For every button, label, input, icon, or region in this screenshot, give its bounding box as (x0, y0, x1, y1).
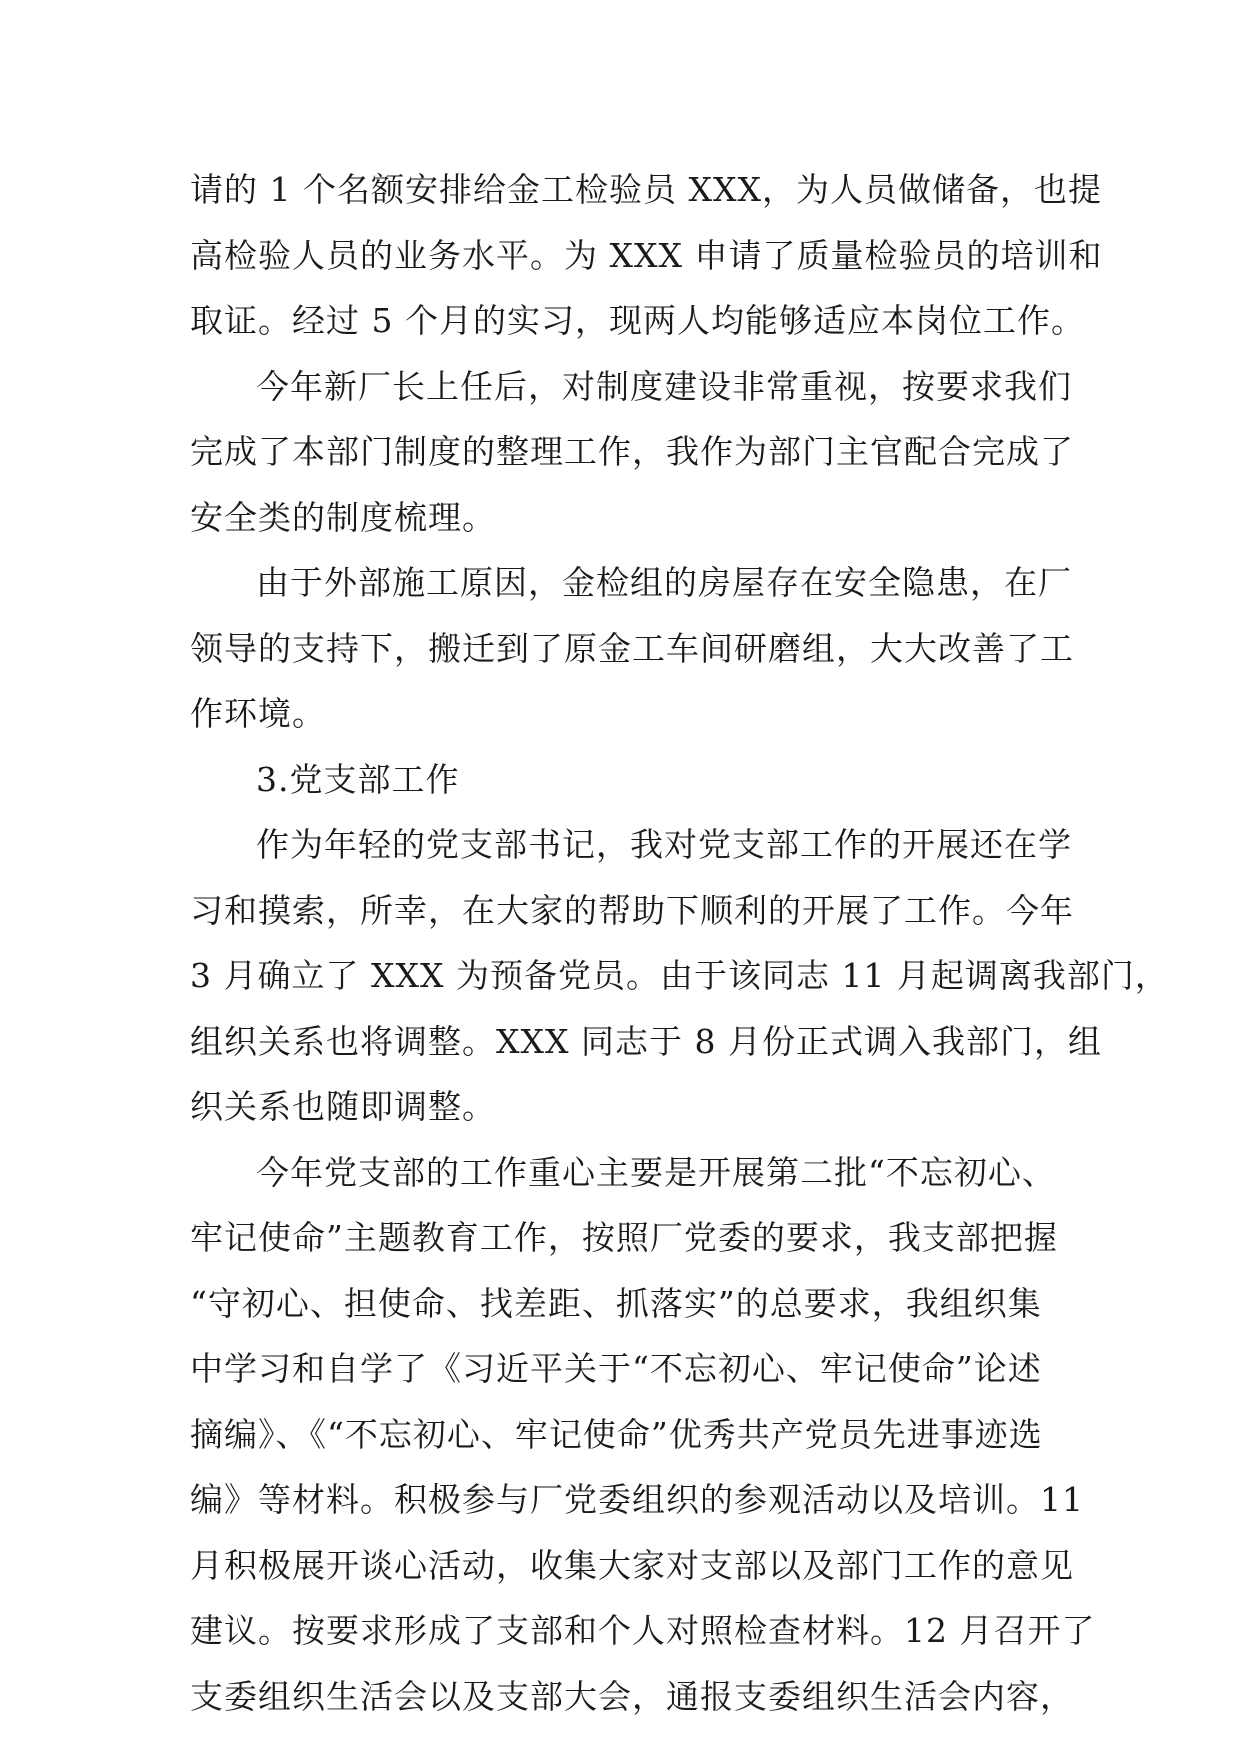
body-text (190, 157, 1169, 1729)
text-line: 月积极展开谈心活动，收集大家对支部以及部门工作的意见 (190, 1545, 1074, 1585)
text-line: 高检验人员的业务水平。为 XXX 申请了质量检验员的培训和 (190, 235, 1103, 275)
text-line: 请的 1 个名额安排给金工检验员 XXX，为人员做储备，也提 (190, 170, 1102, 209)
text-line: 牢记使命”主题教育工作，按照厂党委的要求，我支部把握 (190, 1218, 1058, 1257)
text-line: 领导的支持下，搬迁到了原金工车间研磨组，大大改善了工 (190, 628, 1074, 668)
text-line: 习和摸索，所幸，在大家的帮助下顺利的开展了工作。今年 (190, 890, 1074, 930)
text-line: 作环境。 (190, 694, 326, 733)
text-line: 取证。经过 5 个月的实习，现两人均能够适应本岗位工作。 (190, 301, 1085, 340)
text-line: 建议。按要求形成了支部和个人对照检查材料。12 月召开了 (190, 1611, 1096, 1650)
text-line: 支委组织生活会以及支部大会，通报支委组织生活会内容， (190, 1676, 1074, 1716)
text-line: 摘编》、《“不忘初心、牢记使命”优秀共产党员先进事迹选 (190, 1414, 1043, 1454)
paragraph-start-line: 今年新厂长上任后，对制度建设非常重视，按要求我们 (256, 366, 1072, 406)
text-line: 编》等材料。积极参与厂党委组织的参观活动以及培训。11 (190, 1480, 1084, 1519)
text-line: 完成了本部门制度的整理工作，我作为部门主官配合完成了 (190, 432, 1074, 471)
paragraph-start-line: 由于外部施工原因，金检组的房屋存在安全隐患，在厂 (256, 563, 1072, 602)
text-line: 中学习和自学了《习近平关于“不忘初心、牢记使命”论述 (190, 1349, 1042, 1388)
text-line: 3 月确立了 XXX 为预备党员。由于该同志 11 月起调离我部门， (190, 956, 1169, 995)
text-line: 织关系也随即调整。 (190, 1087, 496, 1126)
paragraph-start-line: 今年党支部的工作重心主要是开展第二批“不忘初心、 (256, 1152, 1056, 1192)
text-line: 组织关系也将调整。XXX 同志于 8 月份正式调入我部门，组 (190, 1021, 1102, 1061)
text-line: 安全类的制度梳理。 (190, 497, 496, 537)
text-line: “守初心、担使命、找差距、抓落实”的总要求，我组织集 (190, 1283, 1042, 1323)
paragraph-start-line: 作为年轻的党支部书记，我对党支部工作的开展还在学 (256, 825, 1072, 864)
section-heading: 3.党支部工作 (256, 759, 460, 799)
